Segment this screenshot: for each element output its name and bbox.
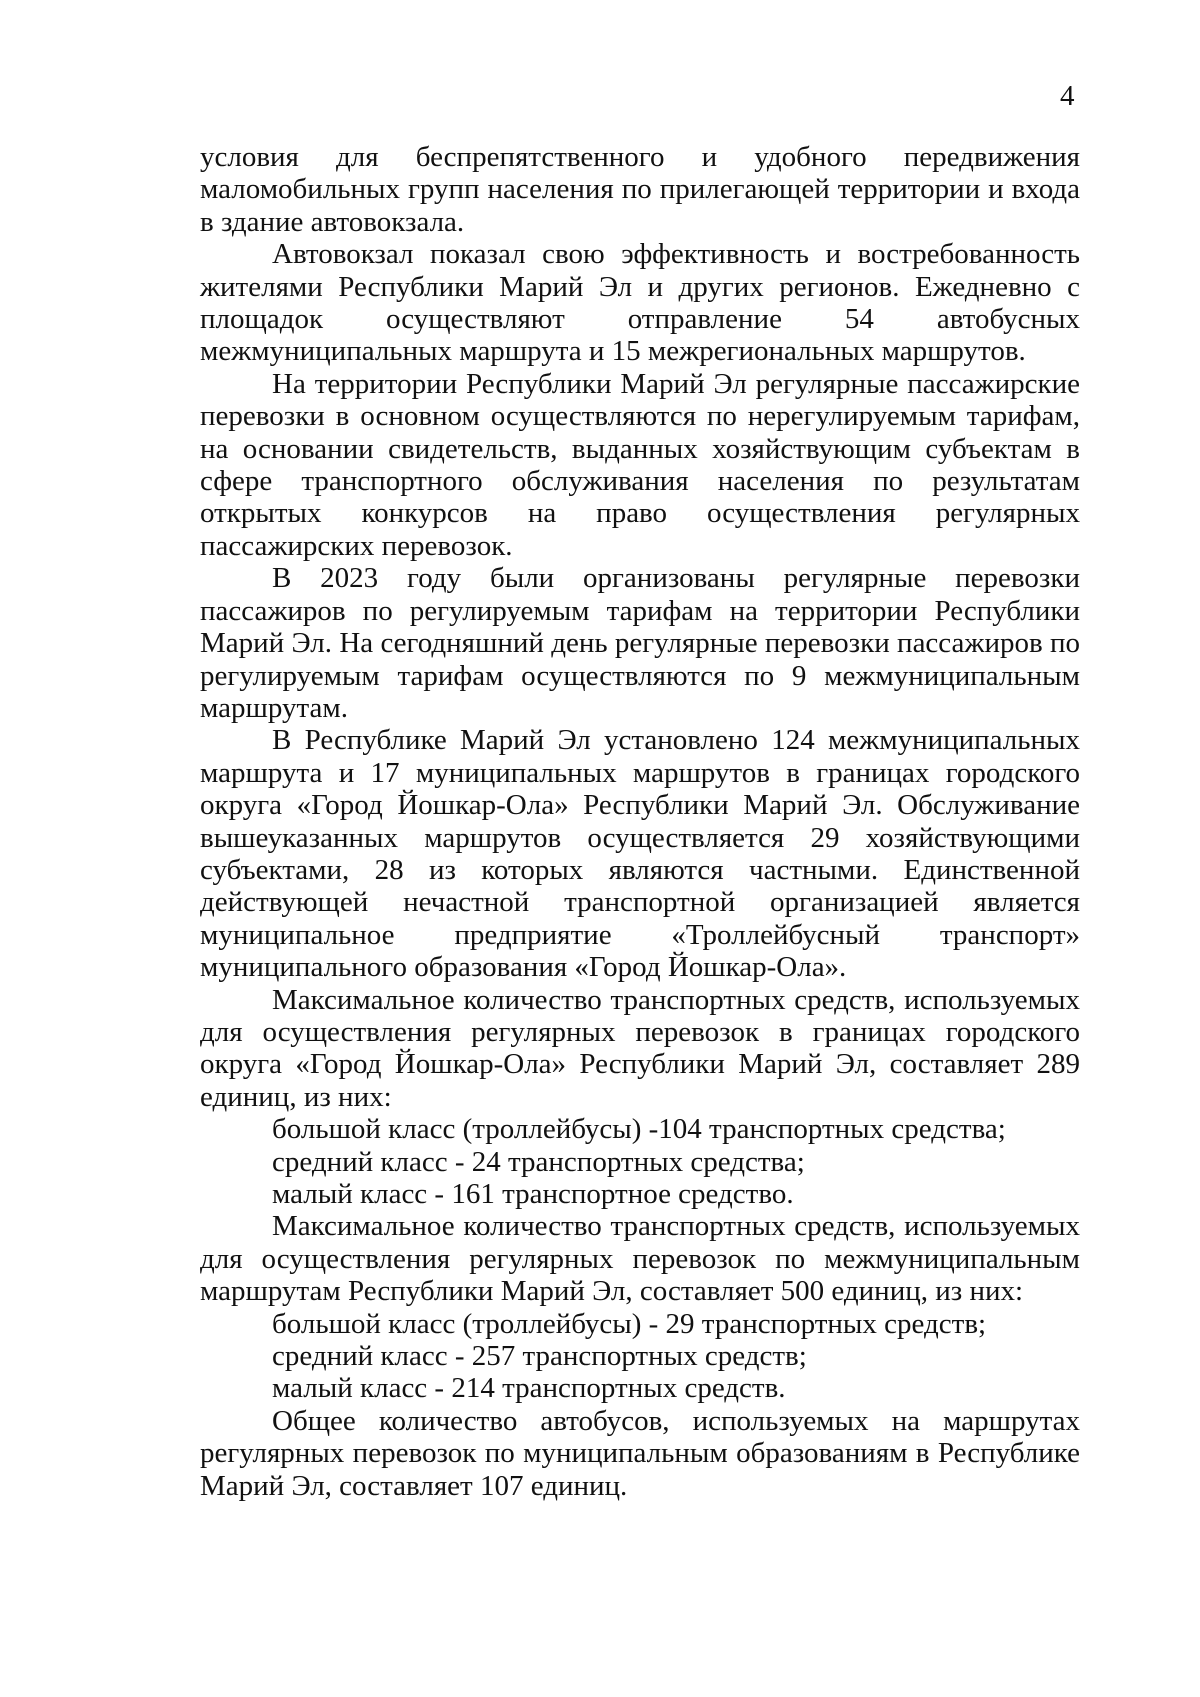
paragraph-continuation: условия для беспрепятственного и удобного передвижения маломобильных групп населения по прилегающей территории и входа в здание автовокзала. xyxy=(200,141,1080,238)
paragraph-city-vehicles: Максимальное количество транспортных средств, используемых для осуществления регулярных перевозок в границах городского округа «Город Йошкар-Ола» Республики Марий Эл, составляет 289 единиц, из них: xyxy=(200,983,1080,1113)
paragraph-total-buses: Общее количество автобусов, используемых на маршрутах регулярных перевозок по муниципальным образованиям в Республике Марий Эл, составляет 107 единиц. xyxy=(200,1404,1080,1502)
list-item-city-large: большой класс (троллейбусы) -104 транспортных средства; xyxy=(272,1113,1006,1146)
paragraph-intermunicipal-vehicles: Максимальное количество транспортных средств, используемых для осуществления регулярных перевозок по межмуниципальным маршрутам Республики Марий Эл, составляет 500 единиц, из них: xyxy=(200,1210,1080,1308)
list-item-intermunicipal-medium: средний класс - 257 транспортных средств; xyxy=(272,1340,807,1373)
list-item-intermunicipal-small: малый класс - 214 транспортных средств. xyxy=(272,1372,786,1405)
document-body xyxy=(200,141,1080,1502)
paragraph-bus-station: Автовокзал показал свою эффективность и востребованность жителями Республики Марий Эл и других регионов. Ежедневно с площадок осуществляют отправление 54 автобусных межмуниципальных маршрута и 15 межрегиональных маршрутов. xyxy=(200,238,1080,368)
page-number: 4 xyxy=(1060,80,1075,112)
paragraph-routes-count: В Республике Марий Эл установлено 124 межмуниципальных маршрута и 17 муниципальных маршрутов в границах городского округа «Город Йошкар-Ола» Республики Марий Эл. Обслуживание вышеуказанных маршрутов осуществляется 29 хозяйствующими субъектами, 28 из которых являются частными. Единственной действующей нечастной транспортной организацией является муниципальное предприятие «Троллейбусный транспорт» муниципального образования «Город Йошкар-Ола». xyxy=(200,724,1080,984)
list-item-intermunicipal-large: большой класс (троллейбусы) - 29 транспортных средств; xyxy=(272,1307,987,1340)
paragraph-unregulated-tariffs: На территории Республики Марий Эл регулярные пассажирские перевозки в основном осуществляются по нерегулируемым тарифам, на основании свидетельств, выданных хозяйствующим субъектам в сфере транспортного обслуживания населения по результатам открытых конкурсов на право осуществления регулярных пассажирских перевозок. xyxy=(200,367,1080,562)
list-item-city-medium: средний класс - 24 транспортных средства; xyxy=(272,1145,805,1178)
paragraph-regulated-tariffs-2023: В 2023 году были организованы регулярные перевозки пассажиров по регулируемым тарифам на территории Республики Марий Эл. На сегодняшний день регулярные перевозки пассажиров по регулируемым тарифам осуществляются по 9 межмуниципальным маршрутам. xyxy=(200,562,1080,724)
list-item-city-small: малый класс - 161 транспортное средство. xyxy=(272,1178,794,1210)
